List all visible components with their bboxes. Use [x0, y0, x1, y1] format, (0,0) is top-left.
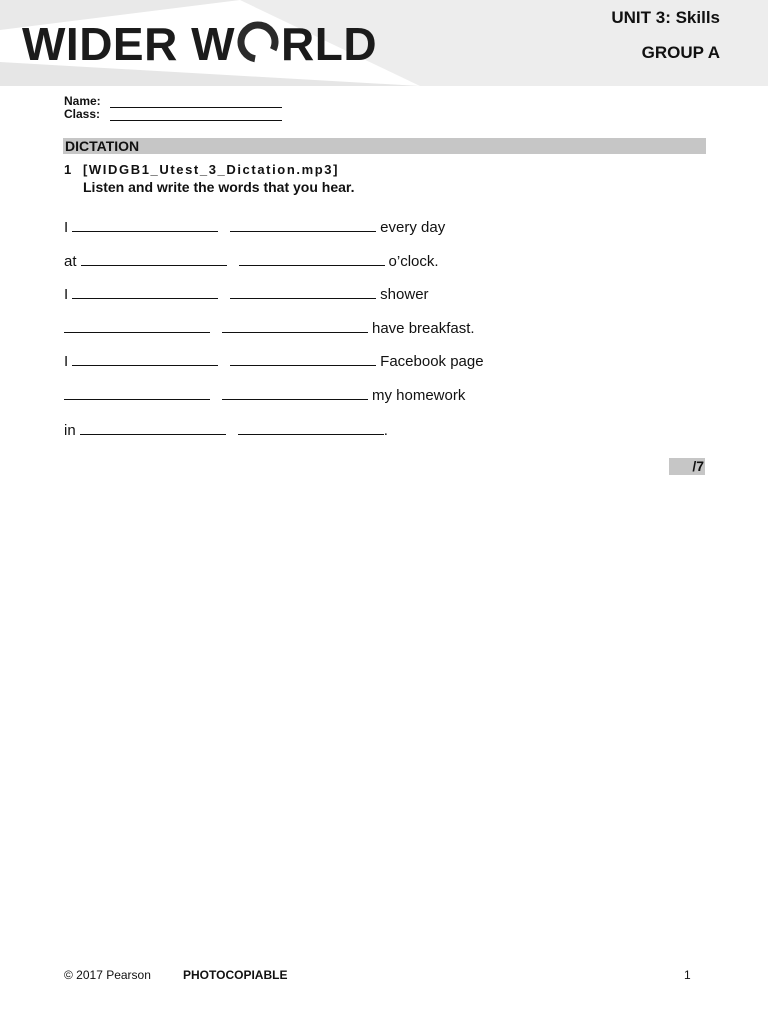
header-band — [0, 0, 768, 88]
answer-blank[interactable] — [72, 353, 218, 366]
answer-blank[interactable] — [238, 422, 384, 435]
section-title: DICTATION — [65, 138, 140, 154]
score-total: /7 — [692, 458, 704, 474]
score-box — [669, 458, 705, 475]
dictation-line-1 — [64, 219, 445, 236]
footer-copyright: © 2017 Pearson — [64, 968, 151, 982]
answer-blank[interactable] — [230, 353, 376, 366]
question-number: 1 — [64, 162, 72, 177]
answer-blank[interactable] — [230, 219, 376, 232]
line-suffix: every day — [380, 219, 446, 236]
logo-ring-icon — [236, 20, 280, 64]
group-label: GROUP A — [641, 43, 720, 62]
answer-blank[interactable] — [64, 320, 210, 333]
audio-file-reference: [WIDGB1_Utest_3_Dictation.mp3] — [83, 162, 340, 177]
name-label: Name: — [64, 94, 101, 108]
wider-world-logo — [22, 16, 377, 72]
section-header — [63, 138, 706, 154]
class-row — [64, 108, 282, 121]
answer-blank[interactable] — [72, 286, 218, 299]
line-prefix: I — [64, 353, 69, 370]
line-prefix: at — [64, 253, 77, 270]
footer-page-number: 1 — [684, 968, 691, 982]
dictation-line-2 — [64, 253, 439, 270]
answer-blank[interactable] — [222, 387, 368, 400]
answer-blank[interactable] — [222, 320, 368, 333]
line-suffix: have breakfast. — [372, 320, 475, 337]
answer-blank[interactable] — [72, 219, 218, 232]
class-label: Class: — [64, 107, 101, 121]
logo-text-part1: WIDER W — [22, 18, 236, 70]
line-suffix: shower — [380, 286, 429, 303]
dictation-line-6 — [64, 387, 465, 404]
answer-blank[interactable] — [239, 253, 385, 266]
name-field[interactable] — [110, 97, 282, 108]
logo-text-part2: RLD — [281, 18, 378, 70]
footer-photocopiable: PHOTOCOPIABLE — [183, 968, 288, 982]
dictation-line-3 — [64, 286, 429, 303]
dictation-line-7 — [64, 422, 388, 439]
answer-blank[interactable] — [80, 422, 226, 435]
line-suffix: . — [383, 422, 388, 439]
class-field[interactable] — [110, 110, 282, 121]
student-info — [64, 95, 282, 121]
line-prefix: I — [64, 286, 69, 303]
line-suffix: o’clock. — [388, 253, 439, 270]
unit-title: UNIT 3: Skills — [611, 8, 720, 27]
dictation-line-4 — [64, 320, 475, 337]
answer-blank[interactable] — [230, 286, 376, 299]
line-suffix: my homework — [372, 387, 466, 404]
line-prefix: I — [64, 219, 69, 236]
answer-blank[interactable] — [64, 387, 210, 400]
line-prefix: in — [64, 422, 76, 439]
answer-blank[interactable] — [81, 253, 227, 266]
dictation-line-5 — [64, 353, 484, 370]
question-instruction: Listen and write the words that you hear. — [83, 179, 355, 195]
line-suffix: Facebook page — [380, 353, 484, 370]
